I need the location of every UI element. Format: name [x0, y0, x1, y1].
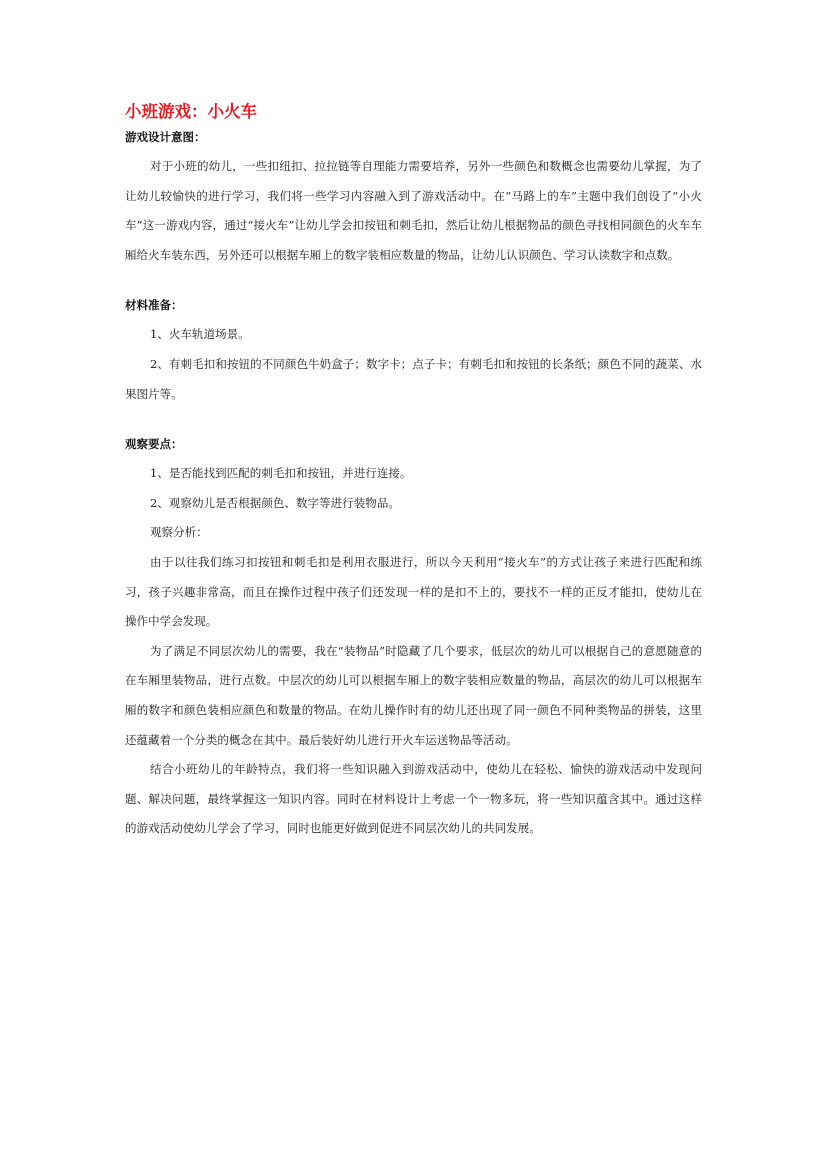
observation-heading: 观察要点： — [125, 437, 183, 452]
analysis-paragraph: 结合小班幼儿的年龄特点，我们将一些知识融入到游戏活动中，使幼儿在轻松、愉快的游戏活动中发现问题、解决问题，最终掌握这一知识内容。同时在材料设计上考虑一个一物多玩，将一些知识蕴含其中。通过这样的游戏活动使幼儿学会了学习，同时也能更好做到促进不同层次幼儿的共同发展。 — [125, 762, 702, 836]
analysis-label: 观察分析： — [150, 525, 208, 540]
intent-paragraph: 对于小班的幼儿，一些扣纽扣、拉拉链等自理能力需要培养，另外一些颜色和数概念也需要幼儿掌握，为了让幼儿较愉快的进行学习，我们将一些学习内容融入到了游戏活动中。在“马路上的车”主题中我们创设了“小火车”这一游戏内容，通过“接火车”让幼儿学会扣按钮和刺毛扣，然后让幼儿根据物品的颜色寻找相同颜色的火车车厢给火车装东西，另外还可以根据车厢上的数字装相应数量的物品，让幼儿认识颜色、学习认读数字和点数。 — [125, 159, 702, 262]
section-intent — [125, 126, 702, 270]
analysis-paragraph: 为了满足不同层次幼儿的需要，我在“装物品”时隐藏了几个要求，低层次的幼儿可以根据自己的意愿随意的在车厢里装物品，进行点数。中层次的幼儿可以根据车厢上的数字装相应数量的物品，高层次的幼儿可以根据车厢的数字和颜色装相应颜色和数量的物品。在幼儿操作时有的幼儿还出现了同一颜色不同种类物品的拼装，这里还蕴藏着一个分类的概念在其中。最后装好幼儿进行开火车运送物品等活动。 — [125, 643, 702, 747]
document-body — [125, 100, 702, 844]
analysis-paragraph: 由于以往我们练习扣按钮和刺毛扣是利用衣服进行，所以今天利用“接火车”的方式让孩子来进行匹配和练习，孩子兴趣非常高，而且在操作过程中孩子们还发现一样的是扣不上的，要找不一样的正反才能扣，使幼儿在操作中学会发现。 — [125, 554, 702, 629]
materials-item: 1、火车轨道场景。 — [150, 327, 250, 342]
materials-heading: 材料准备： — [125, 298, 183, 313]
page-title: 小班游戏：小火车 — [125, 102, 257, 121]
section-materials — [125, 294, 702, 409]
observation-item: 2、观察幼儿是否根据颜色、数字等进行装物品。 — [150, 495, 400, 510]
materials-item: 2、有刺毛扣和按钮的不同颜色牛奶盒子；数字卡；点子卡；有刺毛扣和按钮的长条纸；颜色不同的蔬菜、水果图片等。 — [125, 356, 702, 401]
section-observation — [125, 433, 702, 844]
observation-item: 1、是否能找到匹配的刺毛扣和按钮，并进行连接。 — [150, 466, 412, 481]
intent-heading: 游戏设计意图： — [125, 130, 206, 144]
